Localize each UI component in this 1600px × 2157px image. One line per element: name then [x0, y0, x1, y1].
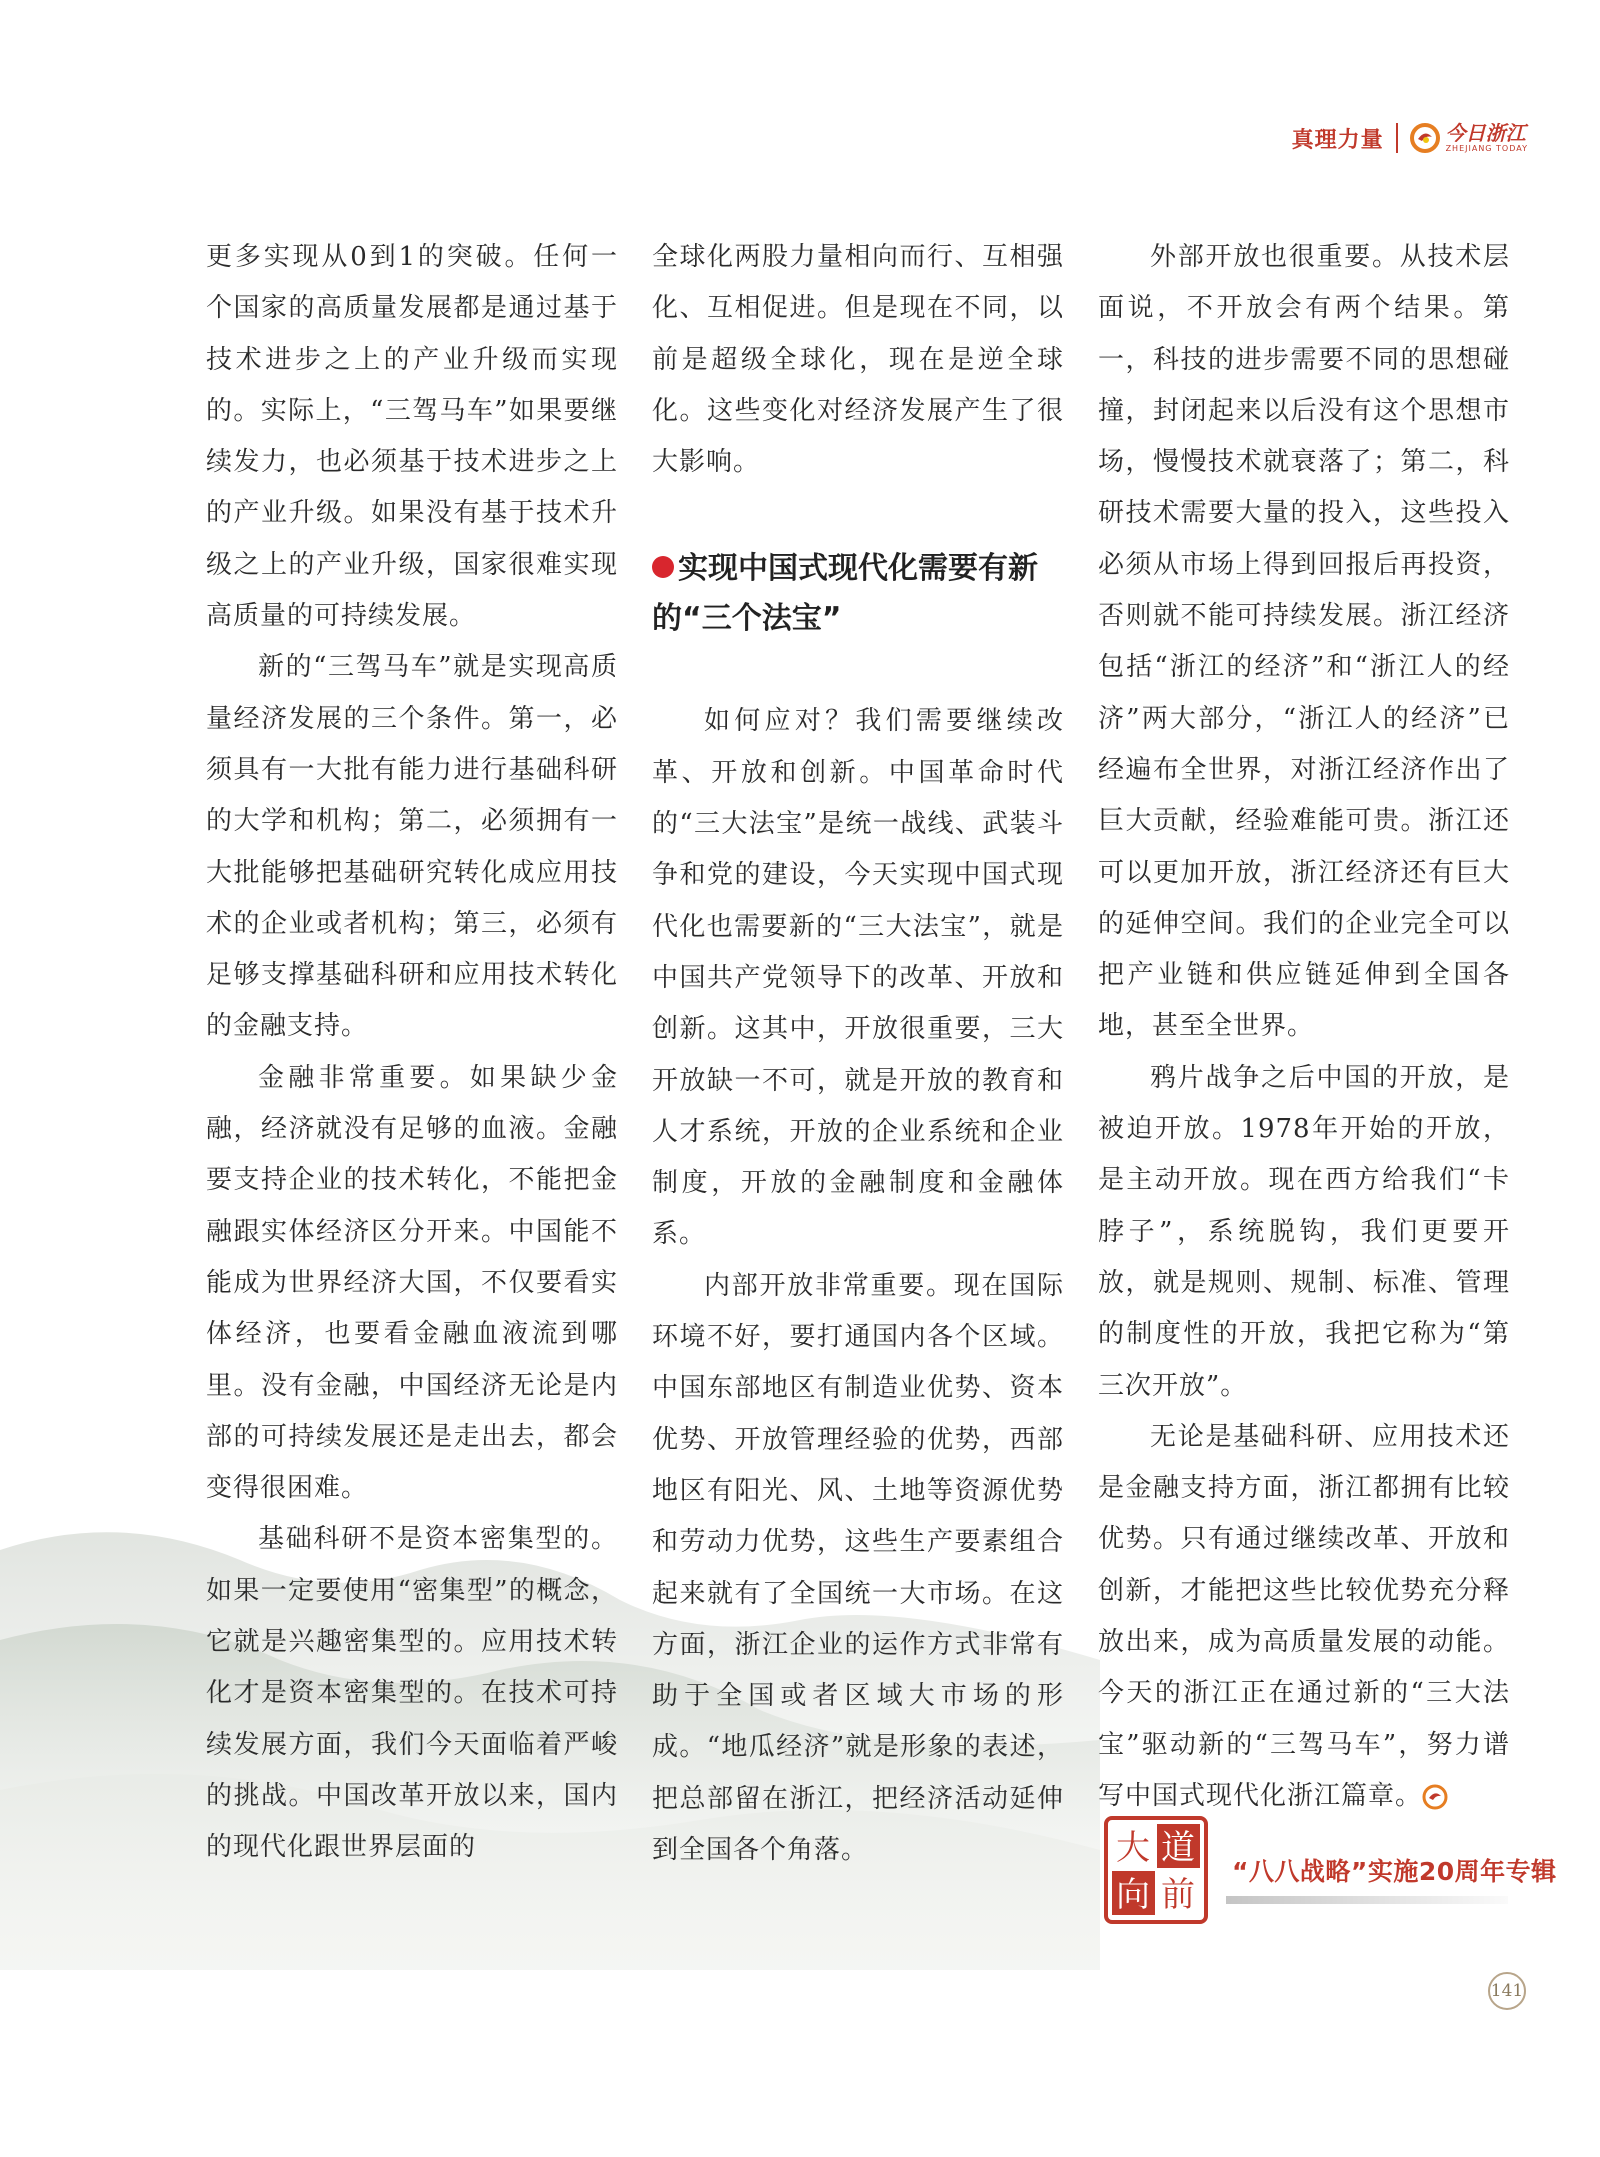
text-column-2: [652, 232, 1064, 1876]
stamp-char: 前: [1161, 1875, 1195, 1915]
end-mark-icon: [1422, 1784, 1448, 1810]
bullet-dot-icon: [652, 556, 674, 578]
page-number: 141: [1488, 1972, 1526, 2010]
paragraph: [1098, 1412, 1510, 1822]
brand-logo: [1410, 123, 1528, 153]
series-title: “八八战略”实施20周年专辑: [1232, 1857, 1557, 1886]
series-seal-stamp: [1103, 1815, 1209, 1925]
page-header: [1292, 118, 1528, 158]
text-column-3: [1098, 232, 1510, 1822]
brand-subtitle: ZHEJIANG TODAY: [1445, 144, 1528, 153]
text-column-1: [206, 232, 618, 1874]
brand-name: 今日浙江: [1445, 121, 1526, 145]
series-title-rule: [1226, 1896, 1508, 1904]
header-divider: [1396, 123, 1398, 153]
paragraph: 如何应对？我们需要继续改革、开放和创新。中国革命时代的“三大法宝”是统一战线、武装斗争和党的建设，今天实现中国式现代化也需要新的“三大法宝”，就是中国共产党领导下的改革、开放和创新。这其中，开放很重要，三大开放缺一不可，就是开放的教育和人才系统，开放的企业系统和企业制度，开放的金融制度和金融体系。: [652, 706, 1064, 1250]
stamp-char: 向: [1116, 1875, 1150, 1915]
paragraph-text: 无论是基础科研、应用技术还是金融支持方面，浙江都拥有比较优势。只有通过继续改革、开放和创新，才能把这些比较优势充分释放出来，成为高质量发展的动能。今天的浙江正在通过新的“三大法宝”驱动新的“三驾马车”，努力谱写中国式现代化浙江篇章。: [1098, 1421, 1510, 1811]
brand-swirl-icon: [1410, 123, 1440, 153]
paragraph: 鸦片战争之后中国的开放，是被迫开放。1978年开始的开放，是主动开放。现在西方给我们“卡脖子”，系统脱钩，我们更要开放，就是规则、规制、标准、管理的制度性的开放，我把它称为“第三次开放”。: [1098, 1062, 1510, 1401]
stamp-char: 道: [1161, 1828, 1195, 1868]
paragraph: 全球化两股力量相向而行、互相强化、互相促进。但是现在不同，以前是超级全球化，现在是逆全球化。这些变化对经济发展产生了很大影响。: [652, 242, 1064, 478]
section-subheading: [652, 544, 1064, 644]
paragraph: 金融非常重要。如果缺少金融，经济就没有足够的血液。金融要支持企业的技术转化，不能把金融跟实体经济区分开来。中国能不能成为世界经济大国，不仅要看实体经济，也要看金融血液流到哪里。没有金融，中国经济无论是内部的可持续发展还是走出去，都会变得很困难。: [206, 1062, 618, 1504]
stamp-char: 大: [1116, 1828, 1150, 1868]
subheading-text: 实现中国式现代化需要有新的“三个法宝”: [652, 551, 1038, 637]
paragraph: 更多实现从0到1的突破。任何一个国家的高质量发展都是通过基于技术进步之上的产业升级而实现的。实际上，“三驾马车”如果要继续发力，也必须基于技术进步之上的产业升级。如果没有基于技术升级之上的产业升级，国家很难实现高质量的可持续发展。: [206, 242, 618, 632]
paragraph: 基础科研不是资本密集型的。如果一定要使用“密集型”的概念，它就是兴趣密集型的。应用技术转化才是资本密集型的。在技术可持续发展方面，我们今天面临着严峻的挑战。中国改革开放以来，国内的现代化跟世界层面的: [206, 1524, 618, 1863]
section-label: 真理力量: [1291, 127, 1384, 153]
paragraph: 新的“三驾马车”就是实现高质量经济发展的三个条件。第一，必须具有一大批有能力进行基础科研的大学和机构；第二，必须拥有一大批能够把基础研究转化成应用技术的企业或者机构；第三，必须有足够支撑基础科研和应用技术转化的金融支持。: [206, 652, 618, 1042]
paragraph: 外部开放也很重要。从技术层面说，不开放会有两个结果。第一，科技的进步需要不同的思想碰撞，封闭起来以后没有这个思想市场，慢慢技术就衰落了；第二，科研技术需要大量的投入，这些投入必须从市场上得到回报后再投资，否则就不能可持续发展。浙江经济包括“浙江的经济”和“浙江人的经济”两大部分，“浙江人的经济”已经遍布全世界，对浙江经济作出了巨大贡献，经验难能可贵。浙江还可以更加开放，浙江经济还有巨大的延伸空间。我们的企业完全可以把产业链和供应链延伸到全国各地，甚至全世界。: [1098, 242, 1510, 1042]
paragraph: 内部开放非常重要。现在国际环境不好，要打通国内各个区域。中国东部地区有制造业优势、资本优势、开放管理经验的优势，西部地区有阳光、风、土地等资源优势和劳动力优势，这些生产要素组合起来就有了全国统一大市场。在这方面，浙江企业的运作方式非常有助于全国或者区域大市场的形成。“地瓜经济”就是形象的表述，把总部留在浙江，把经济活动延伸到全国各个角落。: [652, 1270, 1064, 1866]
